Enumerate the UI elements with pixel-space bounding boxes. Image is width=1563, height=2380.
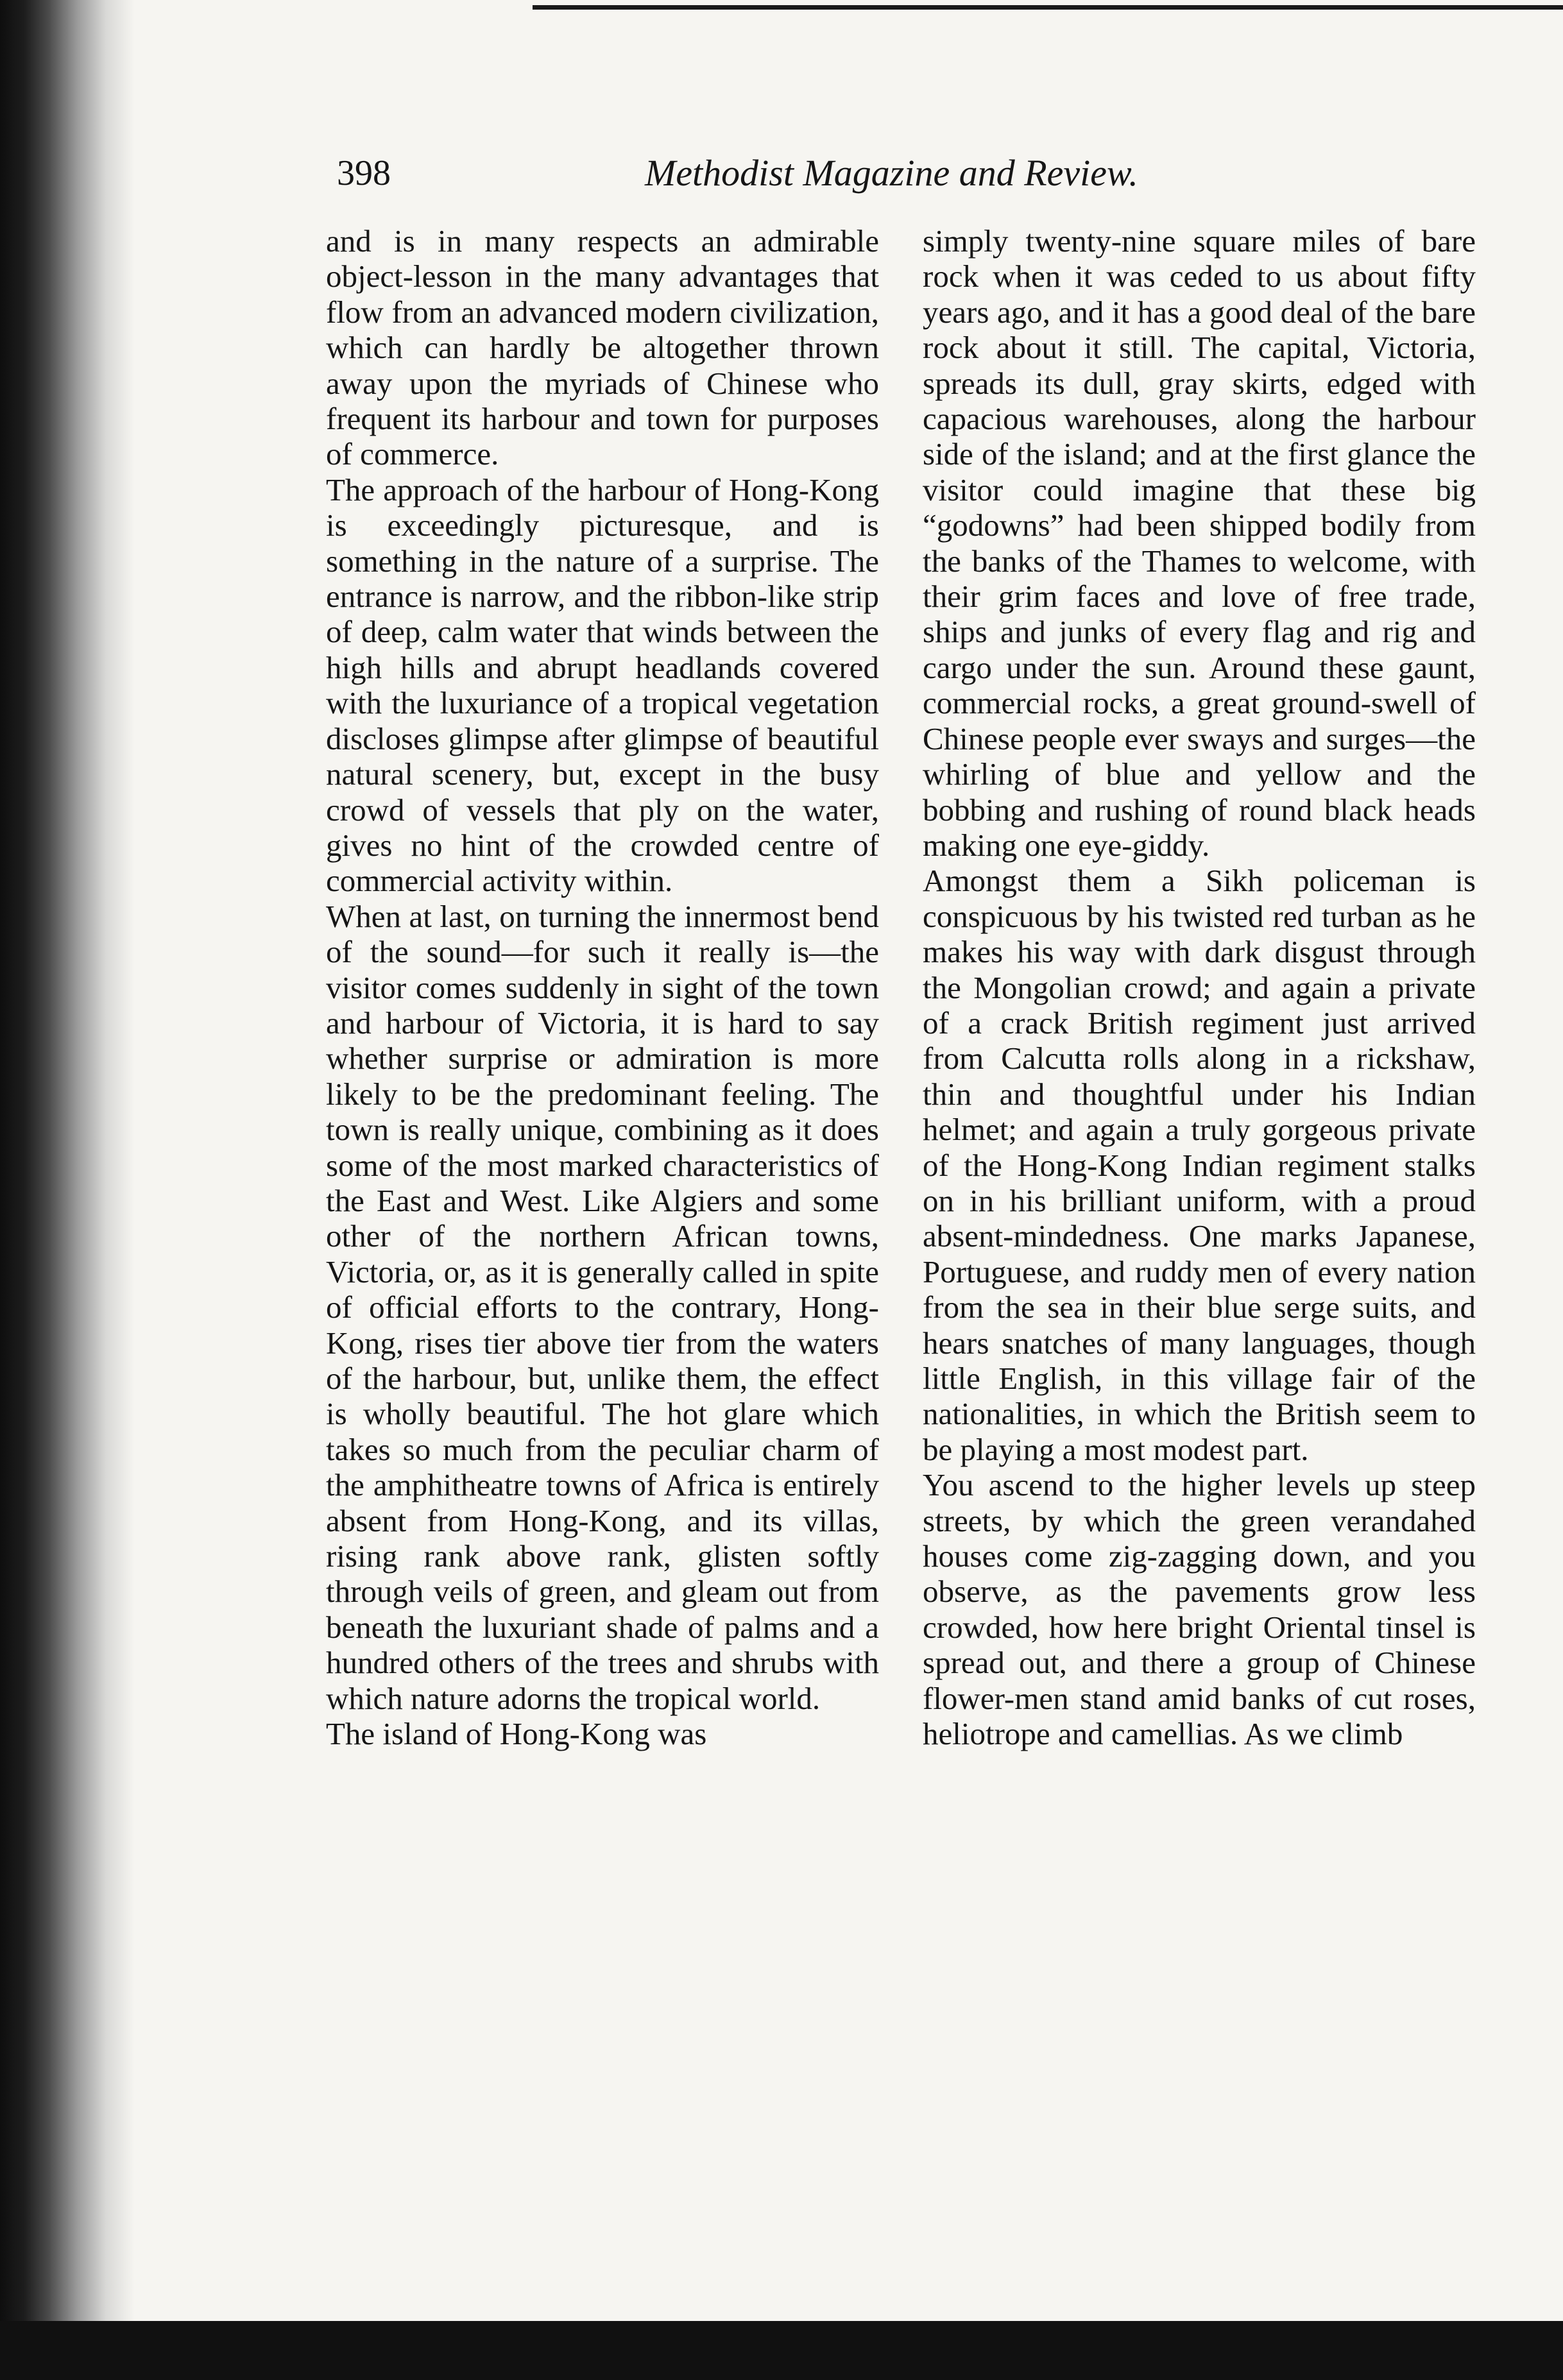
paragraph: You ascend to the higher levels up steep streets, by which the green verandahed houses come zig-zagging down, and you observe, as the pavements grow less crowded, how here bright Oriental tinsel is spread out, and there a group of Chinese flower-men stand amid banks of cut roses, heliotrope and camellias. As we climb	[923, 1467, 1476, 1752]
running-head: Methodist Magazine and Review.	[645, 152, 1138, 194]
paragraph: The island of Hong-Kong was	[326, 1716, 707, 1752]
paragraph: and is in many respects an admirable object-lesson in the many advantages that flow from an advanced modern civilization, which can hardly be altogether thrown away upon the myriads of Chinese who frequent its harbour and town for purposes of commerce.	[326, 223, 879, 472]
text-column-right	[923, 223, 1476, 1751]
page-number: 398	[337, 153, 391, 193]
book-spine-shadow	[0, 0, 135, 2380]
paragraph: The approach of the harbour of Hong-Kong is exceedingly picturesque, and is something in the nature of a surprise. The entrance is narrow, and the ribbon-like strip of deep, calm water that winds between the high hills and abrupt headlands covered with the luxuriance of a tropical vegetation discloses glimpse after glimpse of beautiful natural scenery, but, except in the busy crowd of vessels that ply on the water, gives no hint of the crowded centre of commercial activity within.	[326, 472, 879, 899]
page-header	[337, 138, 1197, 208]
paragraph: When at last, on turning the innermost bend of the sound—for such it really is—the visitor comes suddenly in sight of the town and harbour of Victoria, it is hard to say whether surprise or admiration is more likely to be the predominant feeling. The town is really unique, combining as it does some of the most marked characteristics of the East and West. Like Algiers and some other of the northern African towns, Victoria, or, as it is generally called in spite of official efforts to the contrary, Hong-Kong, rises tier above tier from the waters of the harbour, but, unlike them, the effect is wholly beautiful. The hot glare which takes so much from the peculiar charm of the amphitheatre towns of Africa is entirely absent from Hong-Kong, and its villas, rising rank above rank, glisten softly through veils of green, and gleam out from beneath the luxuriant shade of palms and a hundred others of the trees and shrubs with which nature adorns the tropical world.	[326, 898, 879, 1716]
top-rule	[533, 5, 1563, 10]
paragraph: Amongst them a Sikh policeman is conspicuous by his twisted red turban as he makes his way with dark disgust through the Mongolian crowd; and again a private of a crack British regiment just arrived from Calcutta rolls along in a rickshaw, thin and thoughtful under his Indian helmet; and again a truly gorgeous private of the Hong-Kong Indian regiment stalks on in his brilliant uniform, with a proud absent-mindedness. One marks Japanese, Portuguese, and ruddy men of every nation from the sea in their blue serge suits, and hears snatches of many languages, though little English, in this village fair of the nationalities, in which the British seem to be playing a most modest part.	[923, 863, 1476, 1467]
bottom-rule	[0, 2321, 1563, 2380]
paragraph: simply twenty-nine square miles of bare rock when it was ceded to us about fifty years ago, and it has a good deal of the bare rock about it still. The capital, Victoria, spreads its dull, gray skirts, edged with capacious warehouses, along the harbour side of the island; and at the first glance the visitor could imagine that these big “godowns” had been shipped bodily from the banks of the Thames to welcome, with their grim faces and love of free trade, ships and junks of every flag and rig and cargo under the sun. Around these gaunt, commercial rocks, a great ground-swell of Chinese people ever sways and surges—the whirling of blue and yellow and the bobbing and rushing of round black heads making one eye-giddy.	[923, 223, 1476, 863]
text-column-left	[326, 223, 879, 1751]
